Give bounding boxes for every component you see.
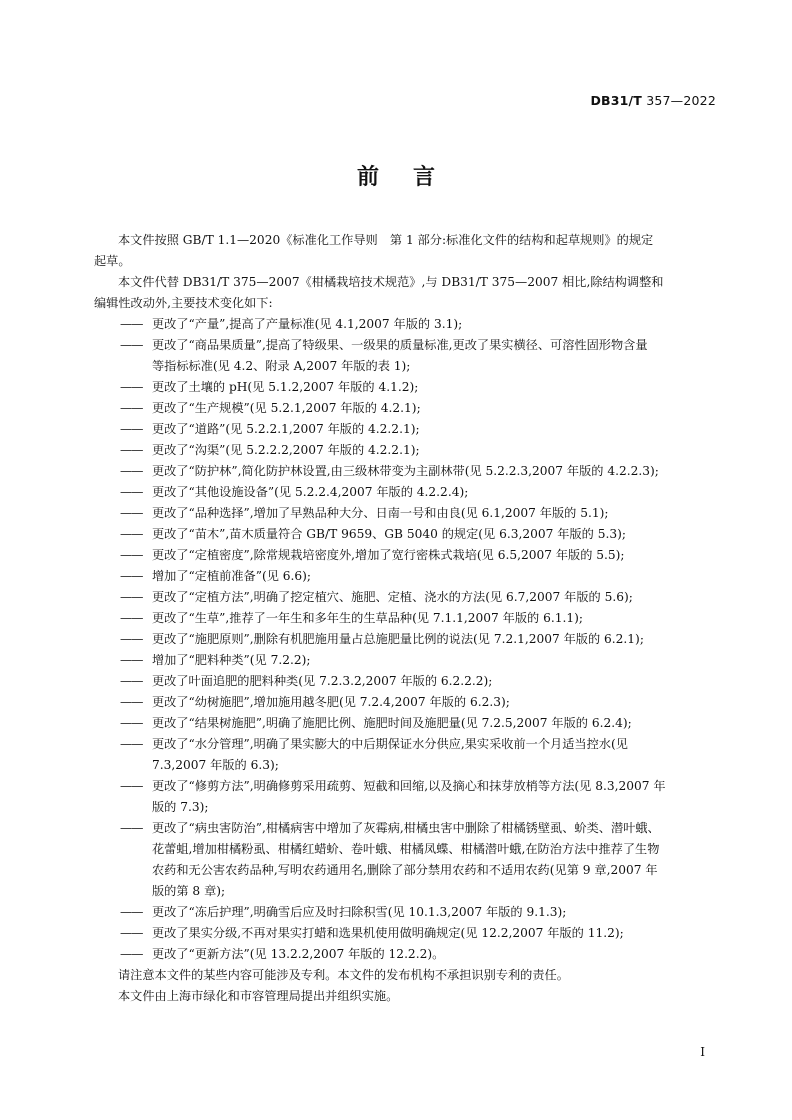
em-dash-bullet: —— <box>120 926 143 940</box>
change-list-item <box>120 440 720 461</box>
em-dash-bullet: —— <box>120 695 143 709</box>
change-list-item <box>120 629 720 650</box>
change-line: 更改了“冻后护理”,明确雪后应及时扫除积雪(见 10.1.3,2007 年版的 9.1.3); <box>152 905 567 919</box>
em-dash-bullet: —— <box>120 485 143 499</box>
change-line: 更改了果实分级,不再对果实打蜡和选果机使用做明确规定(见 12.2,2007 年版的 11.2); <box>152 926 624 940</box>
em-dash-bullet: —— <box>120 590 143 604</box>
paragraph-line: 编辑性改动外,主要技术变化如下: <box>94 296 273 310</box>
change-list-item <box>120 650 720 671</box>
em-dash-bullet: —— <box>120 716 143 730</box>
change-list-item <box>120 587 720 608</box>
em-dash-bullet: —— <box>120 674 143 688</box>
change-line: 增加了“肥料种类”(见 7.2.2); <box>152 653 311 667</box>
em-dash-bullet: —— <box>120 422 143 436</box>
change-list-item <box>120 482 720 503</box>
page-number: I <box>700 1045 705 1059</box>
change-line: 更改了“防护林”,简化防护林设置,由三级林带变为主副林带(见 5.2.2.3,2007 年版的 4.2.2.3); <box>152 464 659 478</box>
change-list-item <box>120 314 720 335</box>
change-list-item <box>120 818 720 902</box>
change-list-item <box>120 944 720 965</box>
change-line: 更改了“更新方法”(见 13.2.2,2007 年版的 12.2.2)。 <box>152 947 445 961</box>
em-dash-bullet: —— <box>120 443 143 457</box>
change-list-item <box>120 713 720 734</box>
change-list-item <box>120 776 720 818</box>
change-list-item <box>120 377 720 398</box>
em-dash-bullet: —— <box>120 401 143 415</box>
change-line: 更改了“道路”(见 5.2.2.1,2007 年版的 4.2.2.1); <box>152 422 420 436</box>
em-dash-bullet: —— <box>120 905 143 919</box>
em-dash-bullet: —— <box>120 569 143 583</box>
change-line: 更改了“商品果质量”,提高了特级果、一级果的质量标准,更改了果实横径、可溶性固形物含量 <box>152 338 648 352</box>
intro-paragraph-2 <box>94 272 720 314</box>
em-dash-bullet: —— <box>120 779 143 793</box>
em-dash-bullet: —— <box>120 821 143 835</box>
change-line: 更改了“生草”,推荐了一年生和多年生的生草品种(见 7.1.1,2007 年版的 6.1.1); <box>152 611 583 625</box>
proposer-statement: 本文件由上海市绿化和市容管理局提出并组织实施。 <box>118 989 399 1003</box>
change-list-item <box>120 566 720 587</box>
change-line: 增加了“定植前准备”(见 6.6); <box>152 569 312 583</box>
change-list-item <box>120 461 720 482</box>
em-dash-bullet: —— <box>120 947 143 961</box>
paragraph-line: 起草。 <box>94 254 131 268</box>
standard-number: 357—2022 <box>646 93 716 108</box>
change-line: 版的第 8 章); <box>152 884 226 898</box>
standard-prefix: DB31/T <box>590 93 643 108</box>
change-line: 更改了“修剪方法”,明确修剪采用疏剪、短截和回缩,以及摘心和抹芽放梢等方法(见 8.3,2007 年 <box>152 779 666 793</box>
change-list-item <box>120 545 720 566</box>
change-list-item <box>120 902 720 923</box>
change-list-item <box>120 608 720 629</box>
paragraph-line: 本文件按照 GB/T 1.1—2020《标准化工作导则 第 1 部分:标准化文件的结构和起草规则》的规定 <box>118 233 654 247</box>
change-list-item <box>120 524 720 545</box>
em-dash-bullet: —— <box>120 338 143 352</box>
em-dash-bullet: —— <box>120 464 143 478</box>
change-list-item <box>120 692 720 713</box>
change-line: 更改了“品种选择”,增加了早熟品种大分、日南一号和由良(见 6.1,2007 年版的 5.1); <box>152 506 609 520</box>
em-dash-bullet: —— <box>120 506 143 520</box>
em-dash-bullet: —— <box>120 611 143 625</box>
change-list-item <box>120 671 720 692</box>
change-line: 更改了“定植密度”,除常规栽培密度外,增加了宽行密株式栽培(见 6.5,2007 年版的 5.5); <box>152 548 625 562</box>
change-line: 更改了“产量”,提高了产量标准(见 4.1,2007 年版的 3.1); <box>152 317 463 331</box>
change-line: 更改了“生产规模”(见 5.2.1,2007 年版的 4.2.1); <box>152 401 421 415</box>
change-line: 更改了“苗木”,苗木质量符合 GB/T 9659、GB 5040 的规定(见 6.3,2007 年版的 5.3); <box>152 527 626 541</box>
change-list-item <box>120 398 720 419</box>
change-line: 更改了土壤的 pH(见 5.1.2,2007 年版的 4.1.2); <box>152 380 419 394</box>
document-body <box>94 230 720 1007</box>
change-line: 更改了“幼树施肥”,增加施用越冬肥(见 7.2.4,2007 年版的 6.2.3); <box>152 695 510 709</box>
em-dash-bullet: —— <box>120 527 143 541</box>
changes-list <box>120 314 720 965</box>
change-line: 7.3,2007 年版的 6.3); <box>152 758 279 772</box>
change-line: 更改了“沟渠”(见 5.2.2.2,2007 年版的 4.2.2.1); <box>152 443 420 457</box>
em-dash-bullet: —— <box>120 380 143 394</box>
change-line: 更改了叶面追肥的肥料种类(见 7.2.3.2,2007 年版的 6.2.2.2); <box>152 674 493 688</box>
patent-notice: 请注意本文件的某些内容可能涉及专利。本文件的发布机构不承担识别专利的责任。 <box>118 968 569 982</box>
em-dash-bullet: —— <box>120 548 143 562</box>
change-line: 花蕾蛆,增加柑橘粉虱、柑橘红蜡蚧、卷叶蛾、柑橘凤蝶、柑橘潜叶蛾,在防治方法中推荐了生物 <box>152 842 660 856</box>
change-line: 更改了“结果树施肥”,明确了施肥比例、施肥时间及施肥量(见 7.2.5,2007 年版的 6.2.4); <box>152 716 632 730</box>
change-line: 更改了“其他设施设备”(见 5.2.2.4,2007 年版的 4.2.2.4); <box>152 485 469 499</box>
em-dash-bullet: —— <box>120 632 143 646</box>
change-list-item <box>120 923 720 944</box>
standard-code <box>590 93 716 108</box>
change-line: 版的 7.3); <box>152 800 209 814</box>
em-dash-bullet: —— <box>120 653 143 667</box>
change-line: 等指标标准(见 4.2、附录 A,2007 年版的表 1); <box>152 359 411 373</box>
change-line: 更改了“定植方法”,明确了挖定植穴、施肥、定植、浇水的方法(见 6.7,2007 年版的 5.6); <box>152 590 633 604</box>
paragraph-line: 本文件代替 DB31/T 375—2007《柑橘栽培技术规范》,与 DB31/T 375—2007 相比,除结构调整和 <box>118 275 664 289</box>
intro-paragraph-1 <box>94 230 720 272</box>
change-line: 更改了“水分管理”,明确了果实膨大的中后期保证水分供应,果实采收前一个月适当控水(见 <box>152 737 628 751</box>
page-title: 前言 <box>356 165 469 190</box>
change-list-item <box>120 503 720 524</box>
change-list-item <box>120 335 720 377</box>
em-dash-bullet: —— <box>120 737 143 751</box>
change-line: 更改了“病虫害防治”,柑橘病害中增加了灰霉病,柑橘虫害中删除了柑橘锈壁虱、蚧类、潜叶蛾、 <box>152 821 660 835</box>
em-dash-bullet: —— <box>120 317 143 331</box>
change-line: 农药和无公害农药品种,写明农药通用名,删除了部分禁用农药和不适用农药(见第 9 章,2007 年 <box>152 863 658 877</box>
change-list-item <box>120 734 720 776</box>
change-list-item <box>120 419 720 440</box>
change-line: 更改了“施肥原则”,删除有机肥施用量占总施肥量比例的说法(见 7.2.1,2007 年版的 6.2.1); <box>152 632 644 646</box>
